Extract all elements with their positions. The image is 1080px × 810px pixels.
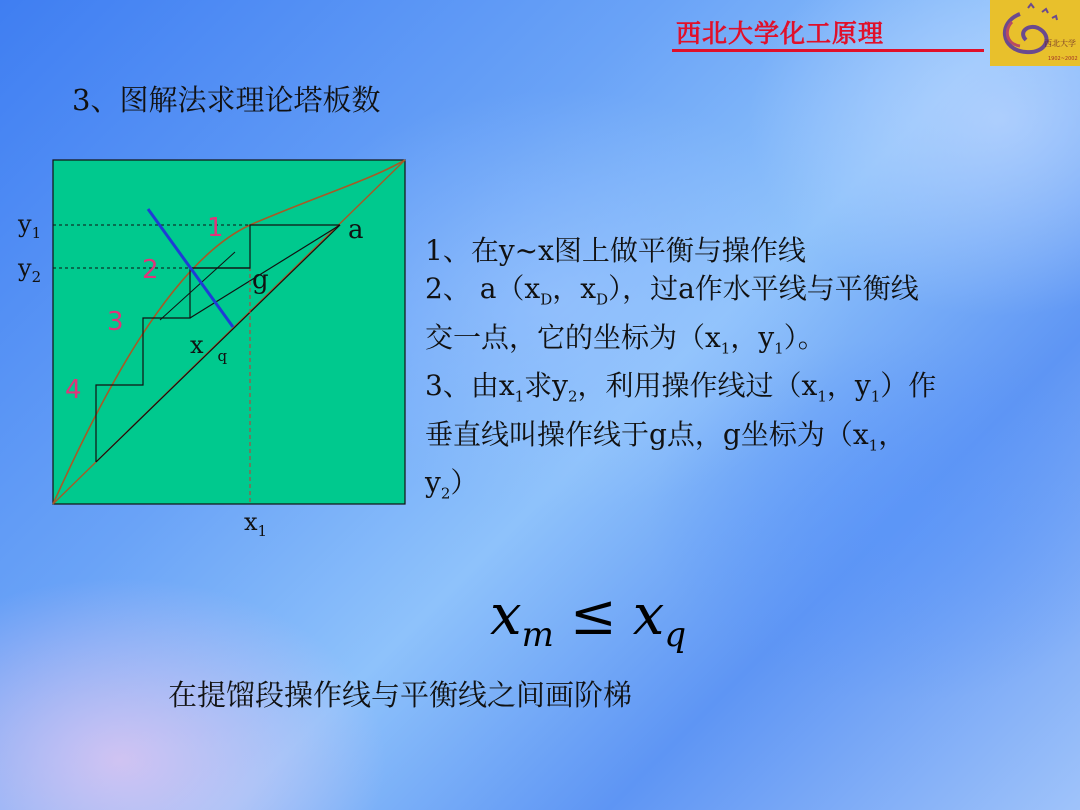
step-3-end-text: $y_2$） xyxy=(425,466,479,503)
stage-number-3: 3 xyxy=(107,307,124,337)
x1-label: $x_1$ xyxy=(244,508,268,540)
point-g-label: g xyxy=(252,265,269,295)
step-1-text: 1、在y~x图上做平衡与操作线 xyxy=(425,234,806,267)
step-2-continued-text: 交一点，它的坐标为（$x_1$，$y_1$）。 xyxy=(425,320,826,358)
header-title: 西北大学化工原理 xyxy=(676,19,885,48)
logo-years: 1902~2002 xyxy=(1048,56,1078,62)
point-a-label: a xyxy=(348,215,364,245)
y1-label: $y_1$ xyxy=(18,210,42,242)
step-2-text: 2、 $a(x_D$，$x_D$），过a作水平线与平衡线 xyxy=(425,272,919,309)
stage-number-2: 2 xyxy=(142,255,159,285)
xq-label: x $_q$ xyxy=(190,331,228,365)
slide-title: 3、图解法求理论塔板数 xyxy=(72,83,381,117)
stripping-section-caption: 在提馏段操作线与平衡线之间画阶梯 xyxy=(168,678,633,712)
stage-number-4: 4 xyxy=(65,375,82,405)
method-description xyxy=(425,232,1075,513)
stage-number-1: 1 xyxy=(207,213,224,243)
step-3-continued-text: 垂直线叫操作线于g点，g坐标为（$x_1$， xyxy=(425,417,907,455)
logo-text: 西北大学 xyxy=(1044,39,1076,48)
y2-label: $y_2$ xyxy=(18,254,42,286)
step-3-text: 3、由$x_1$求$y_2$，利用操作线过（$x_1$，$y_1$）作 xyxy=(425,369,937,406)
feed-condition-formula: $x_m \le x_q$ xyxy=(490,583,687,655)
